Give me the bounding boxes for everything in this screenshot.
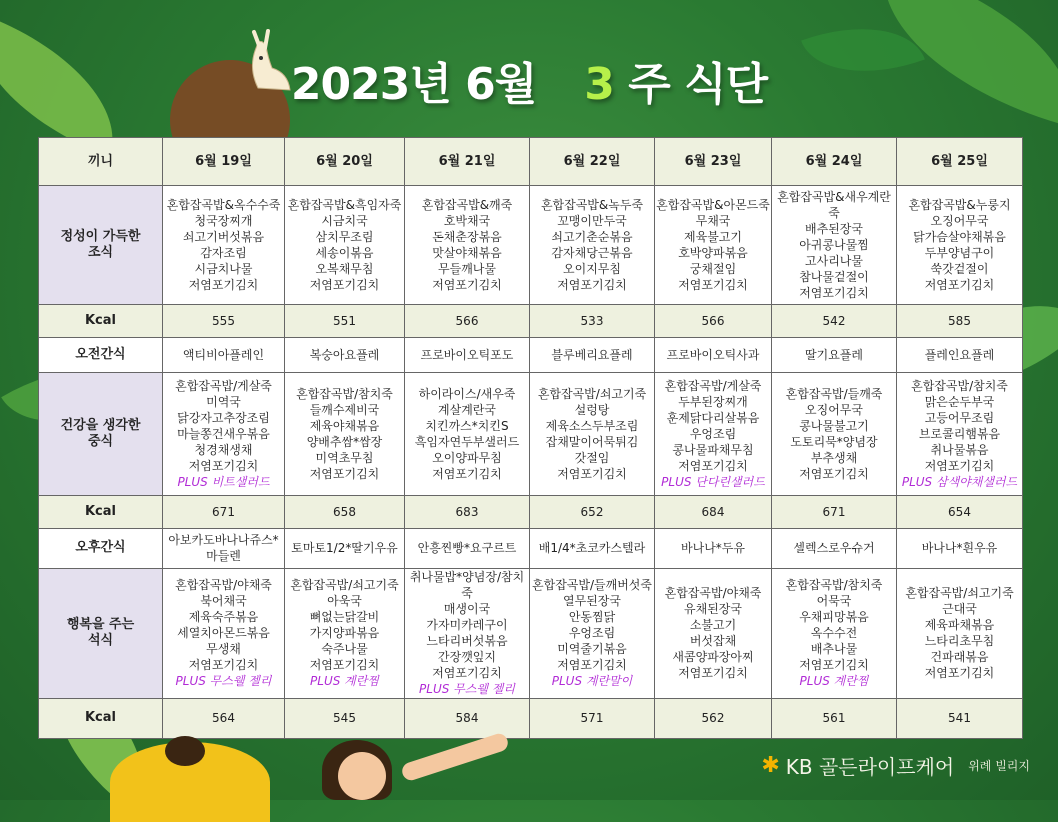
menu-item: 혼합잡곡밥/참치죽 bbox=[911, 378, 1008, 393]
menu-item: 청국장찌개 bbox=[194, 213, 253, 228]
menu-item: 저염포기김치 bbox=[432, 466, 502, 481]
star-logo-icon: ✱ bbox=[761, 752, 780, 778]
menu-item: 혼합잡곡밥&누룽지 bbox=[908, 197, 1011, 212]
menu-item: 오징어무국 bbox=[930, 213, 989, 228]
meal-cell bbox=[405, 373, 530, 496]
menu-item: 설렁탕 bbox=[574, 402, 610, 417]
lunch-kcal-row bbox=[39, 495, 1023, 528]
kcal-value: 566 bbox=[405, 304, 530, 337]
dinner-row bbox=[39, 569, 1023, 699]
menu-item: 혼합잡곡밥&녹두죽 bbox=[540, 197, 644, 212]
meal-cell bbox=[285, 373, 405, 496]
menu-item: 새콤양파장아찌 bbox=[672, 650, 754, 665]
meal-cell bbox=[897, 373, 1023, 496]
kcal-value: 566 bbox=[655, 304, 772, 337]
menu-item: 호박채국 bbox=[443, 213, 491, 228]
kcal-value: 564 bbox=[163, 698, 285, 738]
menu-item: 제육불고기 bbox=[684, 229, 742, 244]
menu-item: 배추된장국 bbox=[805, 221, 863, 236]
day-header: 6월 19일 bbox=[163, 138, 285, 186]
menu-item: 삼치무조림 bbox=[315, 229, 374, 244]
menu-item: 감자조림 bbox=[200, 245, 247, 260]
meal-cell bbox=[405, 569, 530, 699]
day-header: 6월 21일 bbox=[405, 138, 530, 186]
kcal-value: 542 bbox=[772, 304, 897, 337]
title-week-number: 3 bbox=[584, 59, 614, 110]
menu-item: 소불고기 bbox=[689, 618, 737, 633]
menu-item: 닭강자고추장조림 bbox=[177, 410, 270, 425]
day-header: 6월 24일 bbox=[772, 138, 897, 186]
menu-item: 브로콜리햄볶음 bbox=[918, 426, 1001, 441]
menu-item: 도토리묵*양념장 bbox=[790, 434, 878, 449]
menu-item: 저염포기김치 bbox=[799, 466, 869, 481]
brand-name: KB 골든라이프케어 bbox=[785, 754, 955, 779]
snack-cell bbox=[530, 528, 655, 568]
menu-item: 양배추쌈*쌈장 bbox=[306, 434, 383, 449]
kcal-value: 555 bbox=[163, 304, 285, 337]
snack-cell bbox=[405, 337, 530, 372]
menu-item: 저염포기김치 bbox=[924, 458, 995, 473]
menu-item: 감자채당근볶음 bbox=[551, 245, 633, 260]
snack-item: 바나나*두유 bbox=[681, 541, 745, 556]
meal-cell bbox=[163, 373, 285, 496]
menu-item: 혼합잡곡밥&흑임자죽 bbox=[287, 197, 402, 212]
menu-item: 저염포기김치 bbox=[309, 466, 380, 481]
menu-item: 무들깨나물 bbox=[438, 261, 496, 276]
menu-item: 저염포기김치 bbox=[799, 285, 869, 300]
menu-item: 느타리초무침 bbox=[924, 634, 995, 649]
menu-item: 어묵국 bbox=[816, 594, 852, 609]
menu-item: 오이지무침 bbox=[563, 261, 621, 276]
plus-item: PLUS 무스웰 젤리 bbox=[419, 682, 515, 697]
menu-item: 혼합잡곡밥/쇠고기죽 bbox=[905, 586, 1014, 601]
menu-item: 혼합잡곡밥/야채죽 bbox=[175, 578, 272, 593]
plus-item: PLUS 계란찜 bbox=[310, 674, 379, 689]
menu-item: 우엉조림 bbox=[568, 626, 616, 641]
menu-item: 부추생채 bbox=[810, 450, 858, 465]
menu-item: 하이라이스/새우죽 bbox=[418, 386, 516, 401]
menu-item: 저염포기김치 bbox=[309, 277, 380, 292]
menu-item: 혼합잡곡밥&깨죽 bbox=[421, 197, 513, 212]
kcal-label: Kcal bbox=[39, 304, 163, 337]
menu-item: 저염포기김치 bbox=[188, 277, 259, 292]
kcal-value: 585 bbox=[897, 304, 1023, 337]
meal-cell bbox=[897, 186, 1023, 305]
snack-item: 토마토1/2*딸기우유 bbox=[291, 541, 398, 556]
menu-item: 혼합잡곡밥/쇠고기죽 bbox=[290, 578, 399, 593]
menu-item: 가지양파볶음 bbox=[309, 626, 380, 641]
day-header: 6월 25일 bbox=[897, 138, 1023, 186]
meal-cell bbox=[655, 569, 772, 699]
menu-item: 저염포기김치 bbox=[678, 458, 748, 473]
menu-item: 저염포기김치 bbox=[799, 658, 869, 673]
menu-item: 치킨까스*치킨S bbox=[425, 418, 509, 433]
menu-item: 저염포기김치 bbox=[309, 658, 380, 673]
menu-item: 간장깻잎지 bbox=[438, 650, 496, 665]
menu-item: 세송이볶음 bbox=[315, 245, 374, 260]
snack-item: 아보카도바나나쥬스*마들렌 bbox=[168, 533, 279, 564]
meal-cell bbox=[285, 186, 405, 305]
menu-item: 아귀콩나물찜 bbox=[799, 237, 869, 252]
dinner-kcal-row bbox=[39, 698, 1023, 738]
menu-item: 두부된장찌개 bbox=[678, 394, 748, 409]
breakfast-kcal-row bbox=[39, 304, 1023, 337]
pm-snack-label: 오후간식 bbox=[39, 528, 163, 568]
meal-cell bbox=[655, 373, 772, 496]
menu-item: 마늘쫑건새우볶음 bbox=[177, 426, 270, 441]
snack-cell bbox=[405, 528, 530, 568]
title-suffix: 주 식단 bbox=[628, 59, 768, 110]
snack-item: 바나나*흰우유 bbox=[921, 541, 998, 556]
kcal-value: 652 bbox=[530, 495, 655, 528]
kcal-value: 551 bbox=[285, 304, 405, 337]
menu-item: 돈채춘장볶음 bbox=[432, 229, 502, 244]
menu-item: 혼합잡곡밥/들깨버섯죽 bbox=[532, 578, 652, 593]
menu-item: 취나물밥*양념장/참치죽 bbox=[409, 570, 525, 601]
menu-item: 미역줄기볶음 bbox=[557, 642, 627, 657]
snack-item: 안흥찐빵*요구르트 bbox=[417, 541, 517, 556]
menu-item: 저염포기김치 bbox=[557, 658, 627, 673]
menu-item: 저염포기김치 bbox=[557, 277, 627, 292]
menu-item: 혼합잡곡밥/야채죽 bbox=[664, 586, 762, 601]
snack-item: 배1/4*초코카스텔라 bbox=[538, 541, 646, 556]
kcal-value: 584 bbox=[405, 698, 530, 738]
meal-cell bbox=[530, 186, 655, 305]
menu-item: 닭가슴살야채볶음 bbox=[913, 229, 1006, 244]
snack-cell bbox=[530, 337, 655, 372]
snack-cell bbox=[285, 337, 405, 372]
menu-item: 꼬맹이만두국 bbox=[557, 213, 627, 228]
menu-item: 쇠고기버섯볶음 bbox=[182, 229, 265, 244]
snack-cell bbox=[285, 528, 405, 568]
meal-table bbox=[38, 137, 1023, 739]
menu-item: 가자미카레구이 bbox=[426, 618, 508, 633]
menu-item: 저염포기김치 bbox=[188, 458, 259, 473]
menu-item: 버섯잡채 bbox=[689, 634, 737, 649]
menu-item: 제육소스두부조림 bbox=[545, 418, 639, 433]
branch-name: 위례 빌리지 bbox=[968, 758, 1030, 773]
menu-item: 제육파채볶음 bbox=[924, 618, 995, 633]
meal-cell bbox=[655, 186, 772, 305]
menu-item: 숙주나물 bbox=[321, 642, 368, 657]
menu-item: 호박양파볶음 bbox=[678, 245, 748, 260]
menu-item: 혼합잡곡밥/참치죽 bbox=[296, 386, 393, 401]
snack-cell bbox=[163, 337, 285, 372]
am-snack-label: 오전간식 bbox=[39, 337, 163, 372]
menu-item: 혼합잡곡밥/게살죽 bbox=[664, 378, 762, 393]
child-arm bbox=[400, 731, 510, 782]
kcal-value: 533 bbox=[530, 304, 655, 337]
menu-item: 옥수수전 bbox=[810, 626, 858, 641]
menu-item: 혼합잡곡밥/게살죽 bbox=[175, 378, 272, 393]
meal-cell bbox=[163, 186, 285, 305]
menu-item: 북어채국 bbox=[200, 594, 247, 609]
menu-item: 건파래볶음 bbox=[930, 650, 989, 665]
meal-cell bbox=[285, 569, 405, 699]
menu-item: 미역초무침 bbox=[315, 450, 374, 465]
menu-item: 혼합잡곡밥/참치죽 bbox=[785, 578, 883, 593]
snack-item: 프로바이오틱포도 bbox=[420, 347, 514, 362]
menu-item: 쑥갓겉절이 bbox=[930, 261, 989, 276]
footer-logo bbox=[761, 750, 1030, 780]
menu-item: 아욱국 bbox=[327, 594, 362, 609]
plus-item: PLUS 계란찜 bbox=[799, 674, 869, 689]
menu-item: 저염포기김치 bbox=[678, 277, 748, 292]
menu-item: 쇠고기춘순볶음 bbox=[551, 229, 633, 244]
menu-item: 오복채무침 bbox=[315, 261, 374, 276]
snack-item: 셀렉스로우슈거 bbox=[793, 541, 875, 556]
snack-cell bbox=[772, 337, 897, 372]
meal-cell bbox=[772, 186, 897, 305]
menu-item: 뼈없는닭갈비 bbox=[309, 610, 380, 625]
menu-item: 느타리버섯볶음 bbox=[426, 634, 508, 649]
menu-item: 근대국 bbox=[942, 602, 977, 617]
lunch-label: 건강을 생각한 중식 bbox=[39, 373, 163, 496]
corner-label: 끼니 bbox=[39, 138, 163, 186]
snack-cell bbox=[163, 528, 285, 568]
menu-item: 흑임자연두부샐러드 bbox=[414, 434, 520, 449]
day-header: 6월 23일 bbox=[655, 138, 772, 186]
snack-item: 딸기요플레 bbox=[805, 347, 863, 362]
menu-item: 오징어무국 bbox=[805, 402, 863, 417]
snack-item: 복숭아요플레 bbox=[309, 347, 380, 362]
menu-item: 매생이국 bbox=[443, 602, 491, 617]
kcal-value: 658 bbox=[285, 495, 405, 528]
menu-item: 무채국 bbox=[695, 213, 731, 228]
menu-item: 무생채 bbox=[206, 642, 241, 657]
menu-item: 혼합잡곡밥&옥수수죽 bbox=[166, 197, 281, 212]
breakfast-label: 정성이 가득한 조식 bbox=[39, 186, 163, 305]
menu-item: 저염포기김치 bbox=[924, 277, 995, 292]
menu-item: 안동찜닭 bbox=[568, 610, 616, 625]
menu-item: 제육야채볶음 bbox=[309, 418, 380, 433]
menu-item: 열무된장국 bbox=[563, 594, 621, 609]
snack-item: 프로바이오틱사과 bbox=[666, 347, 760, 362]
menu-item: 제육숙주볶음 bbox=[188, 610, 259, 625]
plus-item: PLUS 단다린샐러드 bbox=[661, 474, 765, 489]
menu-item: 콩나물파채무침 bbox=[672, 442, 754, 457]
menu-item: 궁채절임 bbox=[689, 261, 737, 276]
lunch-row bbox=[39, 373, 1023, 496]
meal-cell bbox=[897, 569, 1023, 699]
kcal-label: Kcal bbox=[39, 495, 163, 528]
kcal-value: 545 bbox=[285, 698, 405, 738]
meal-cell bbox=[772, 569, 897, 699]
menu-item: 우엉조림 bbox=[689, 426, 737, 441]
menu-item: 저염포기김치 bbox=[432, 277, 502, 292]
menu-item: 취나물볶음 bbox=[930, 442, 989, 457]
am-snack-row bbox=[39, 337, 1023, 372]
menu-item: 저염포기김치 bbox=[432, 666, 502, 681]
plus-item: PLUS 무스웰 젤리 bbox=[175, 674, 272, 689]
kcal-value: 683 bbox=[405, 495, 530, 528]
kcal-value: 561 bbox=[772, 698, 897, 738]
menu-item: 세열치아몬드볶음 bbox=[177, 626, 270, 641]
menu-item: 갓절임 bbox=[574, 450, 610, 465]
menu-item: 오이양파무침 bbox=[432, 450, 502, 465]
meal-cell bbox=[530, 373, 655, 496]
menu-item: 혼합잡곡밥/들깨죽 bbox=[785, 386, 883, 401]
day-header: 6월 22일 bbox=[530, 138, 655, 186]
menu-item: 우채피망볶음 bbox=[799, 610, 869, 625]
kcal-value: 541 bbox=[897, 698, 1023, 738]
meal-cell bbox=[405, 186, 530, 305]
menu-item: 계살계란국 bbox=[438, 402, 496, 417]
child-hair bbox=[165, 736, 205, 766]
meal-cell bbox=[163, 569, 285, 699]
menu-item: 혼합잡곡밥&새우계란죽 bbox=[777, 189, 891, 220]
snack-cell bbox=[655, 528, 772, 568]
kcal-value: 654 bbox=[897, 495, 1023, 528]
kcal-value: 671 bbox=[163, 495, 285, 528]
menu-item: 들깨수제비국 bbox=[309, 402, 380, 417]
kcal-value: 671 bbox=[772, 495, 897, 528]
header-row bbox=[39, 138, 1023, 186]
menu-item: 저염포기김치 bbox=[557, 466, 627, 481]
menu-item: 저염포기김치 bbox=[188, 658, 259, 673]
plus-item: PLUS 비트샐러드 bbox=[177, 474, 270, 489]
kcal-label: Kcal bbox=[39, 698, 163, 738]
snack-cell bbox=[897, 528, 1023, 568]
kcal-value: 571 bbox=[530, 698, 655, 738]
title-main: 2023년 6월 bbox=[290, 59, 537, 110]
menu-item: 혼합잡곡밥&아몬드죽 bbox=[656, 197, 770, 212]
dinner-label: 행복을 주는 석식 bbox=[39, 569, 163, 699]
menu-item: 저염포기김치 bbox=[678, 666, 748, 681]
menu-item: 청경채생채 bbox=[194, 442, 253, 457]
kcal-value: 684 bbox=[655, 495, 772, 528]
snack-item: 블루베리요플레 bbox=[551, 347, 633, 362]
page-title bbox=[0, 48, 1058, 112]
menu-item: 잡채말이어묵튀김 bbox=[545, 434, 639, 449]
menu-item: 저염포기김치 bbox=[924, 666, 995, 681]
snack-cell bbox=[772, 528, 897, 568]
menu-item: 고등어무조림 bbox=[924, 410, 995, 425]
kcal-value: 562 bbox=[655, 698, 772, 738]
menu-item: 고사리나물 bbox=[805, 253, 863, 268]
day-header: 6월 20일 bbox=[285, 138, 405, 186]
menu-item: 참나물겉절이 bbox=[799, 269, 869, 284]
menu-item: 유채된장국 bbox=[684, 602, 742, 617]
menu-item: 시금치국 bbox=[321, 213, 368, 228]
meal-cell bbox=[530, 569, 655, 699]
snack-item: 플레인요플레 bbox=[924, 347, 995, 362]
menu-item: 두부양념구이 bbox=[924, 245, 995, 260]
snack-item: 액티비아플레인 bbox=[182, 347, 265, 362]
menu-item: 미역국 bbox=[206, 394, 241, 409]
breakfast-row bbox=[39, 186, 1023, 305]
menu-item: 콩나물불고기 bbox=[799, 418, 869, 433]
menu-item: 배추나물 bbox=[810, 642, 858, 657]
menu-item: 맛살야채볶음 bbox=[432, 245, 502, 260]
menu-item: 시금치나물 bbox=[194, 261, 253, 276]
snack-cell bbox=[655, 337, 772, 372]
menu-item: 혼합잡곡밥/쇠고기죽 bbox=[537, 386, 647, 401]
child-face bbox=[338, 752, 386, 800]
snack-cell bbox=[897, 337, 1023, 372]
menu-item: 맑은순두부국 bbox=[924, 394, 995, 409]
plus-item: PLUS 삼색야채샐러드 bbox=[901, 474, 1018, 489]
plus-item: PLUS 계란말이 bbox=[551, 674, 633, 689]
menu-item: 훈제닭다리살볶음 bbox=[666, 410, 760, 425]
pm-snack-row bbox=[39, 528, 1023, 568]
meal-cell bbox=[772, 373, 897, 496]
